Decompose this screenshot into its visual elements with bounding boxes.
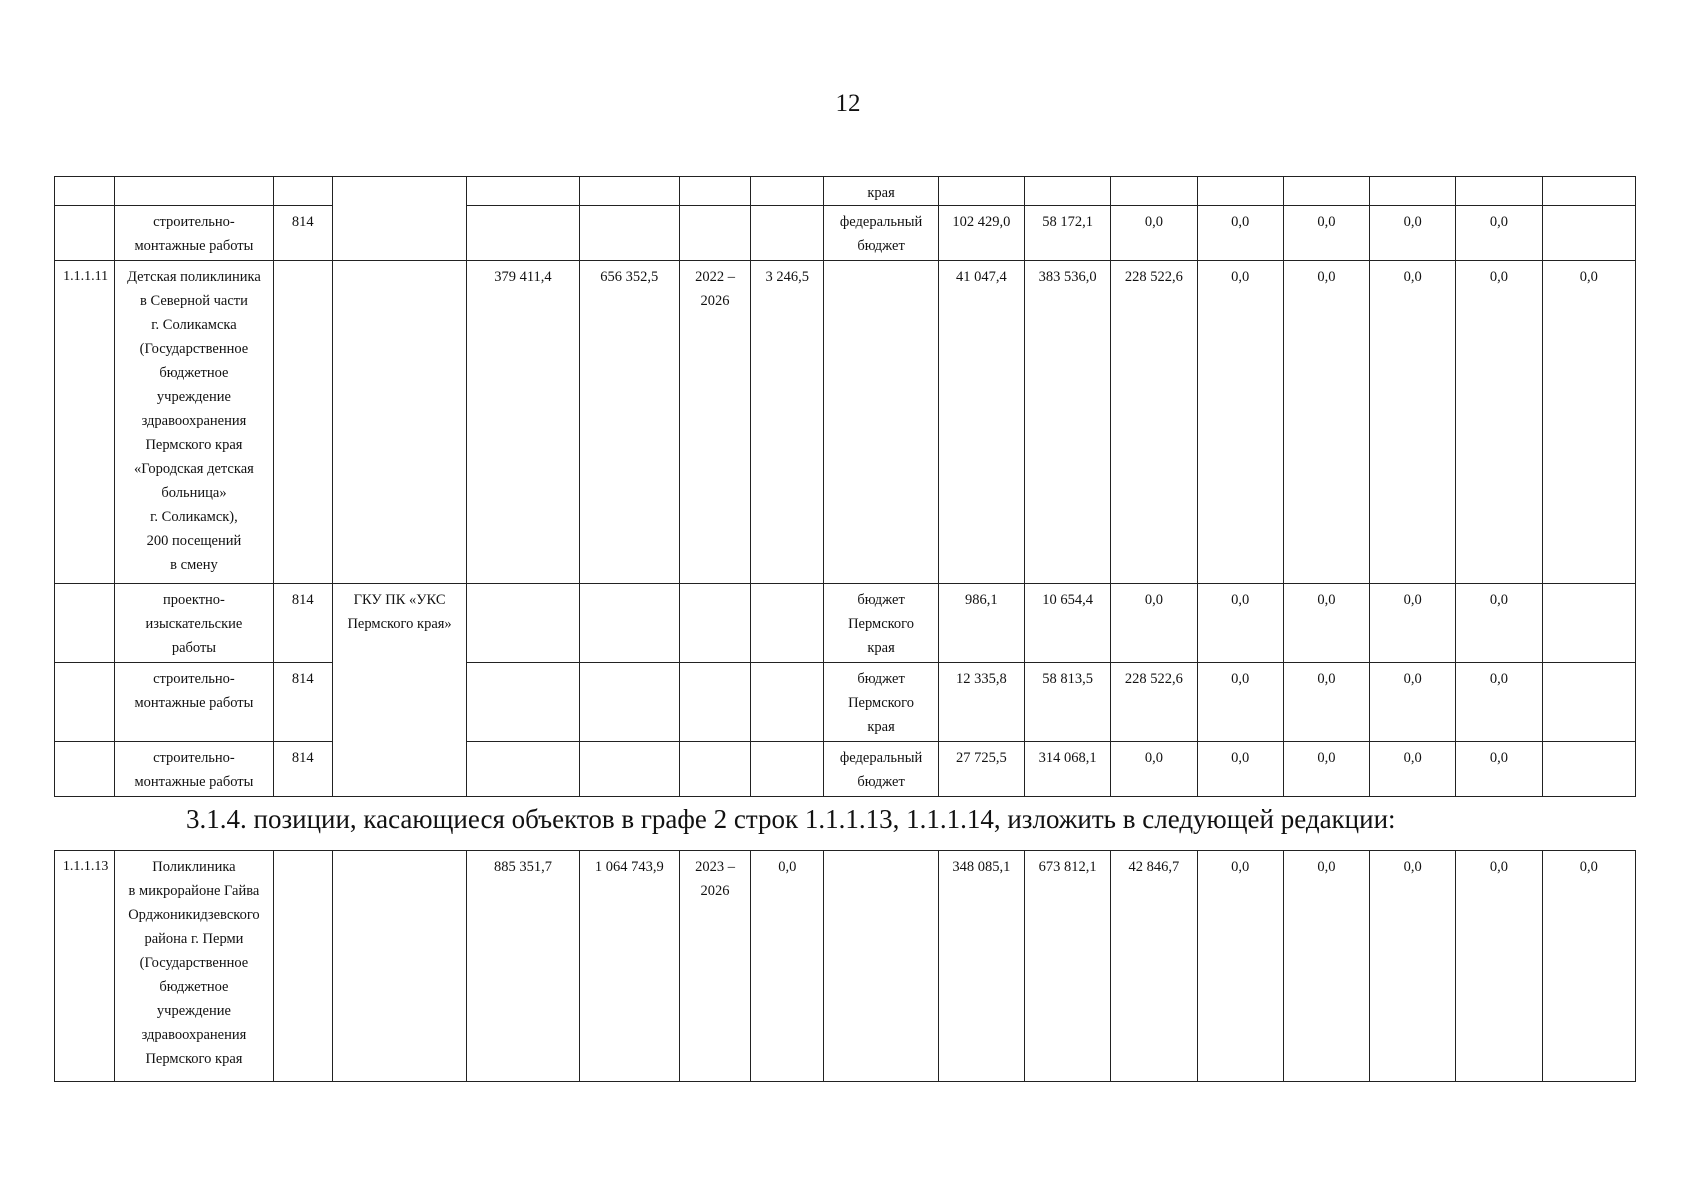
cell-value: 656 352,5 — [579, 261, 679, 584]
cell-object: строительно- монтажные работы — [115, 206, 274, 261]
bottom-table — [54, 850, 1636, 1082]
cell-value: 58 813,5 — [1025, 663, 1111, 742]
table-row — [55, 206, 1636, 261]
cell-source — [824, 261, 938, 584]
cell-value: 3 246,5 — [751, 261, 824, 584]
cell-number — [55, 742, 115, 797]
cell-value: 0,0 — [1111, 206, 1197, 261]
cell-value: 0,0 — [1197, 261, 1283, 584]
cell-value — [751, 742, 824, 797]
cell-value — [1456, 177, 1542, 206]
cell-value: 0,0 — [1283, 261, 1369, 584]
cell-code: 814 — [273, 584, 332, 663]
cell-value: 0,0 — [751, 851, 824, 1082]
cell-value: 0,0 — [1283, 742, 1369, 797]
cell-value: 0,0 — [1456, 851, 1542, 1082]
cell-source: края — [824, 177, 938, 206]
cell-value: 0,0 — [1456, 206, 1542, 261]
cell-object: Поликлиника в микрорайоне Гайва Орджоникидзевского района г. Перми (Государственное бюджетное учреждение здравоохранения Пермского края — [115, 851, 274, 1082]
cell-value — [1111, 177, 1197, 206]
cell-number: 1.1.1.11 — [55, 261, 115, 584]
cell-value — [467, 663, 579, 742]
cell-customer: ГКУ ПК «УКС Пермского края» — [332, 584, 466, 797]
cell-value: 41 047,4 — [938, 261, 1024, 584]
table-row — [55, 663, 1636, 742]
cell-code — [273, 261, 332, 584]
cell-value: 0,0 — [1456, 584, 1542, 663]
cell-customer — [332, 851, 466, 1082]
cell-value: 228 522,6 — [1111, 261, 1197, 584]
cell-value: 102 429,0 — [938, 206, 1024, 261]
cell-object: строительно- монтажные работы — [115, 663, 274, 742]
cell-value — [467, 742, 579, 797]
cell-value: 0,0 — [1370, 261, 1456, 584]
cell-value: 0,0 — [1197, 851, 1283, 1082]
cell-period — [679, 177, 750, 206]
cell-source — [824, 851, 938, 1082]
cell-value: 314 068,1 — [1025, 742, 1111, 797]
cell-value: 0,0 — [1283, 663, 1369, 742]
cell-value — [1197, 177, 1283, 206]
cell-value: 0,0 — [1542, 261, 1635, 584]
cell-number — [55, 177, 115, 206]
cell-value — [579, 742, 679, 797]
cell-value: 0,0 — [1283, 851, 1369, 1082]
cell-value — [1542, 663, 1635, 742]
cell-value — [579, 663, 679, 742]
cell-value: 1 064 743,9 — [579, 851, 679, 1082]
cell-value: 0,0 — [1456, 261, 1542, 584]
cell-value — [467, 177, 579, 206]
table-row — [55, 177, 1636, 206]
cell-value — [579, 177, 679, 206]
table-row — [55, 584, 1636, 663]
cell-value: 0,0 — [1197, 584, 1283, 663]
cell-value: 0,0 — [1542, 851, 1635, 1082]
cell-period — [679, 584, 750, 663]
cell-code — [273, 851, 332, 1082]
table-row — [55, 851, 1636, 1082]
cell-value: 10 654,4 — [1025, 584, 1111, 663]
cell-number — [55, 584, 115, 663]
cell-value: 0,0 — [1197, 206, 1283, 261]
cell-value — [1542, 206, 1635, 261]
cell-value: 0,0 — [1370, 584, 1456, 663]
cell-value: 0,0 — [1456, 663, 1542, 742]
cell-customer — [332, 177, 466, 261]
section-heading: 3.1.4. позиции, касающиеся объектов в графе 2 строк 1.1.1.13, 1.1.1.14, изложить в следующей редакции: — [186, 804, 1396, 834]
cell-object: проектно- изыскательские работы — [115, 584, 274, 663]
cell-code — [273, 177, 332, 206]
table-row — [55, 742, 1636, 797]
cell-period: 2022 – 2026 — [679, 261, 750, 584]
cell-value: 0,0 — [1370, 206, 1456, 261]
cell-value — [1542, 742, 1635, 797]
cell-period — [679, 742, 750, 797]
cell-value: 27 725,5 — [938, 742, 1024, 797]
cell-value: 0,0 — [1370, 663, 1456, 742]
cell-value — [751, 584, 824, 663]
cell-value: 0,0 — [1283, 206, 1369, 261]
cell-source: федеральный бюджет — [824, 742, 938, 797]
cell-value: 986,1 — [938, 584, 1024, 663]
cell-object: строительно- монтажные работы — [115, 742, 274, 797]
page-number: 12 — [835, 90, 861, 117]
cell-value — [938, 177, 1024, 206]
cell-code: 814 — [273, 663, 332, 742]
cell-value: 0,0 — [1370, 851, 1456, 1082]
cell-value: 0,0 — [1111, 742, 1197, 797]
cell-value: 0,0 — [1456, 742, 1542, 797]
cell-source: бюджет Пермского края — [824, 584, 938, 663]
cell-number: 1.1.1.13 — [55, 851, 115, 1082]
cell-value: 379 411,4 — [467, 261, 579, 584]
cell-value: 885 351,7 — [467, 851, 579, 1082]
cell-value — [467, 584, 579, 663]
cell-code: 814 — [273, 206, 332, 261]
cell-period — [679, 206, 750, 261]
cell-object — [115, 177, 274, 206]
cell-period — [679, 663, 750, 742]
cell-value: 348 085,1 — [938, 851, 1024, 1082]
cell-value — [751, 206, 824, 261]
cell-value: 0,0 — [1111, 584, 1197, 663]
cell-source: бюджет Пермского края — [824, 663, 938, 742]
top-table — [54, 176, 1636, 797]
cell-value — [1025, 177, 1111, 206]
cell-value: 12 335,8 — [938, 663, 1024, 742]
cell-code: 814 — [273, 742, 332, 797]
cell-value — [751, 663, 824, 742]
cell-value — [579, 584, 679, 663]
cell-value: 58 172,1 — [1025, 206, 1111, 261]
cell-value — [751, 177, 824, 206]
cell-value — [1542, 584, 1635, 663]
cell-period: 2023 – 2026 — [679, 851, 750, 1082]
table-row — [55, 261, 1636, 584]
cell-customer — [332, 261, 466, 584]
cell-value: 383 536,0 — [1025, 261, 1111, 584]
cell-value — [467, 206, 579, 261]
cell-value: 228 522,6 — [1111, 663, 1197, 742]
cell-value — [1542, 177, 1635, 206]
cell-number — [55, 206, 115, 261]
cell-value: 673 812,1 — [1025, 851, 1111, 1082]
cell-value: 0,0 — [1197, 742, 1283, 797]
cell-value — [579, 206, 679, 261]
cell-value: 42 846,7 — [1111, 851, 1197, 1082]
cell-value: 0,0 — [1197, 663, 1283, 742]
cell-object: Детская поликлиника в Северной части г. Соликамска (Государственное бюджетное учреждение здравоохранения Пермского края «Городская детская больница» г. Соликамск), 200 посещений в смену — [115, 261, 274, 584]
cell-source: федеральный бюджет — [824, 206, 938, 261]
cell-value — [1283, 177, 1369, 206]
cell-value — [1370, 177, 1456, 206]
cell-number — [55, 663, 115, 742]
cell-value: 0,0 — [1370, 742, 1456, 797]
cell-value: 0,0 — [1283, 584, 1369, 663]
